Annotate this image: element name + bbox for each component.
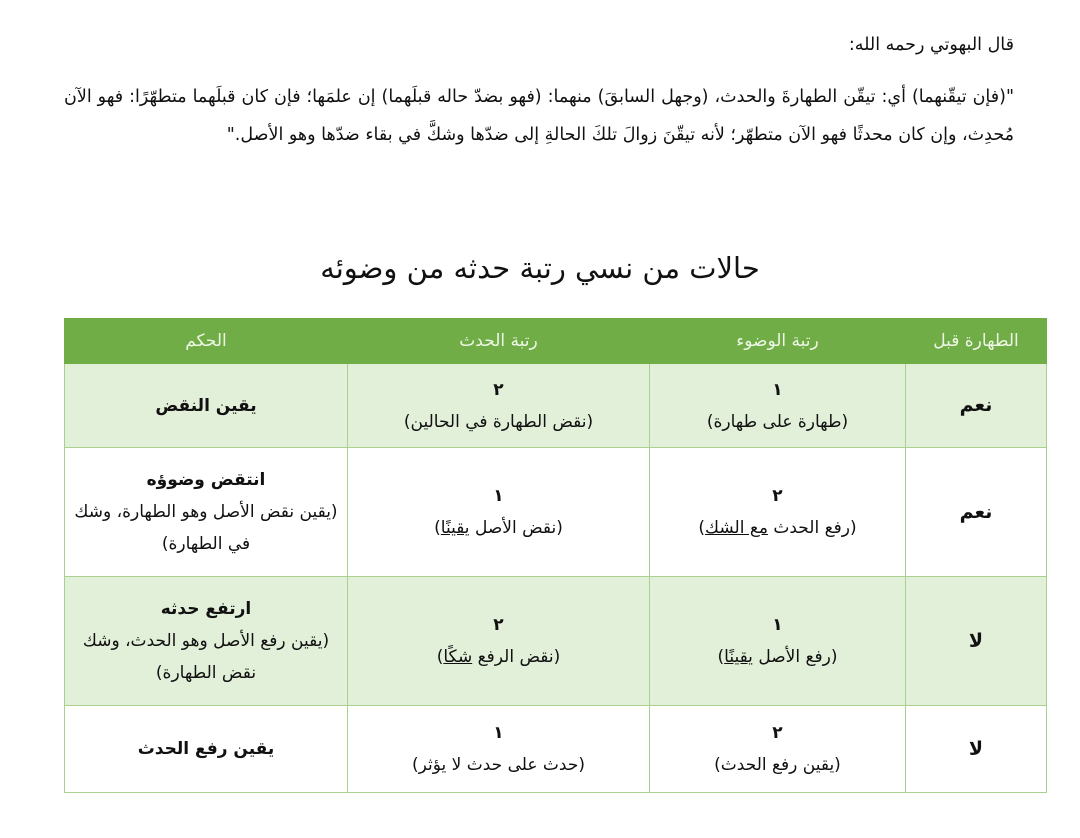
prior-value: لا [968, 629, 984, 652]
table-title: حالات من نسي رتبة حدثه من وضوئه [320, 251, 760, 285]
note-text: (نقض الرفع [472, 647, 561, 667]
cell-wudu [650, 706, 906, 793]
prior-value: نعم [959, 394, 993, 416]
cell-ruling [65, 364, 348, 448]
wudu-order-number: ١ [772, 379, 783, 400]
note-text: ) [436, 647, 444, 667]
header-ruling: الحكم [65, 319, 348, 364]
cell-hadath [348, 577, 650, 706]
cell-prior [906, 364, 1047, 448]
note-text: ) [717, 647, 725, 667]
cell-hadath [348, 364, 650, 448]
hadath-order-note: (حدث على حدث لا يؤثر) [411, 755, 585, 775]
ruling-explanation: (يقين رفع الأصل وهو الحدث، وشك نقض الطهارة) [82, 631, 330, 683]
cell-hadath [348, 448, 650, 577]
prior-value: لا [968, 737, 984, 760]
underlined-note-text: مع الشك [705, 518, 768, 538]
hadath-order-note [354, 641, 643, 673]
quote-paragraph: "(فإن تيقّنهما) أي: تيقّن الطهارةَ والحدث، (وجهل السابقَ) منهما: (فهو بضدّ حاله قبلَهما) إن علمَها؛ فإن كان قبلَهما متطهّرًا: فهو الآن مُحدِث، وإن كان محدثًا فهو الآن متطهّر؛ لأنه تيقّنَ زوالَ تلكَ الحالةِ إلى ضدّها وشكَّ في بقاء ضدّها وهو الأصل." [64, 87, 1014, 145]
rulings-table [64, 318, 1047, 793]
header-wudu-order: رتبة الوضوء [650, 319, 906, 364]
cell-ruling [65, 706, 348, 793]
header-prior-purity: الطهارة قبل [906, 319, 1047, 364]
wudu-order-number: ١ [772, 615, 783, 635]
wudu-order-note [656, 512, 899, 544]
note-text: ) [434, 518, 441, 538]
hadath-order-note [354, 512, 643, 544]
hadath-order-number: ٢ [493, 615, 504, 635]
table-row [65, 577, 1047, 706]
table-header-row [65, 319, 1047, 364]
note-text: (رفع الحدث [767, 518, 857, 538]
underlined-note-text: يقينًا [724, 647, 753, 667]
cell-wudu [650, 448, 906, 577]
hadath-order-number: ١ [493, 486, 504, 506]
cell-ruling [65, 448, 348, 577]
ruling-text: يقين رفع الحدث [137, 739, 275, 759]
cell-wudu [650, 577, 906, 706]
hadath-order-number: ٢ [493, 379, 504, 400]
wudu-order-number: ٢ [772, 723, 783, 743]
cell-hadath [348, 706, 650, 793]
hadath-order-note: (نقض الطهارة في الحالين) [403, 411, 594, 432]
table-row [65, 448, 1047, 577]
prior-value: نعم [959, 500, 993, 523]
underlined-note-text: يقينًا [440, 518, 470, 538]
ruling-heading: ارتفع حدثه [160, 599, 252, 619]
wudu-order-note: (يقين رفع الحدث) [714, 755, 841, 775]
ruling-explanation: (يقين نقض الأصل وهو الطهارة، وشك في الطهارة) [74, 502, 338, 554]
ruling-text: يقين النقض [155, 395, 257, 416]
quote-attribution: قال البهوتي رحمه الله: [848, 35, 1014, 55]
cell-wudu [650, 364, 906, 448]
wudu-order-note: (طهارة على طهارة) [706, 411, 849, 432]
header-hadath-order: رتبة الحدث [348, 319, 650, 364]
hadath-order-number: ١ [493, 723, 504, 743]
note-text: (نقض الأصل [469, 518, 563, 538]
ruling-heading: انتقض وضوؤه [146, 470, 266, 490]
intro-text-block [64, 26, 1014, 154]
note-text: ) [698, 518, 706, 538]
wudu-order-number: ٢ [772, 486, 783, 506]
cell-prior [906, 577, 1047, 706]
cell-prior [906, 706, 1047, 793]
table-row [65, 364, 1047, 448]
underlined-note-text: شكًا [443, 647, 473, 667]
table-row [65, 706, 1047, 793]
cell-ruling [65, 577, 348, 706]
note-text: (رفع الأصل [752, 647, 838, 667]
wudu-order-note [656, 641, 899, 673]
cell-prior [906, 448, 1047, 577]
